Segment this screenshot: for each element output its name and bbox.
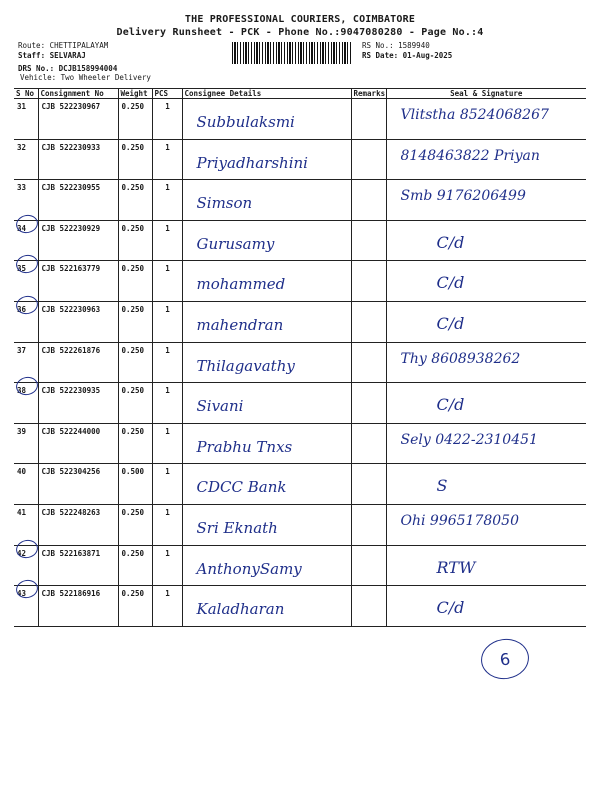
consignment-no-cell-text: CJB 522244000 <box>41 426 101 436</box>
handwritten-signature: Ohi 9965178050 <box>400 512 519 529</box>
consignee-cell <box>182 383 351 424</box>
col-sno: S No <box>14 89 38 99</box>
handwritten-signature: Sely 0422-2310451 <box>400 431 538 448</box>
signature-cell <box>386 504 586 545</box>
consignment-no-cell-text: CJB 522230963 <box>41 304 101 314</box>
sno-cell-text: 35 <box>17 264 27 274</box>
signature-cell <box>386 99 586 140</box>
consignee-cell <box>182 220 351 261</box>
table-row <box>14 383 586 424</box>
remarks-cell <box>351 301 386 342</box>
consignment-no-cell-text: CJB 522230955 <box>41 183 101 193</box>
consignee-cell <box>182 261 351 302</box>
sno-cell-text: 43 <box>17 589 27 599</box>
consignee-cell <box>182 464 351 505</box>
consignment-no-cell-text: CJB 522230967 <box>41 102 101 111</box>
signature-cell <box>386 342 586 383</box>
consignee-cell <box>182 504 351 545</box>
consignee-cell <box>182 99 351 140</box>
handwritten-signature: C/d <box>436 313 465 333</box>
col-remarks: Remarks <box>351 89 386 99</box>
col-pcs: PCS <box>152 89 182 99</box>
pcs-cell <box>152 423 182 464</box>
remarks-cell <box>351 139 386 180</box>
consignment-no-cell <box>38 383 118 424</box>
handwritten-signature: C/d <box>436 395 465 415</box>
sno-cell-text: 40 <box>17 467 27 477</box>
signature-cell <box>386 586 586 627</box>
signature-cell <box>386 301 586 342</box>
rs-no-label: RS No.: 1589940 <box>362 41 430 50</box>
remarks-cell <box>351 545 386 586</box>
runsheet-table <box>14 88 586 627</box>
handwritten-signature: C/d <box>436 232 465 252</box>
consignment-no-cell-text: CJB 522186916 <box>41 589 101 599</box>
staff-label: Staff: SELVARAJ <box>18 51 86 60</box>
right-info <box>362 41 452 61</box>
consignee-cell <box>182 342 351 383</box>
weight-cell <box>118 99 152 140</box>
pcs-cell-text: 1 <box>165 589 170 599</box>
sno-cell-text: 33 <box>17 183 27 193</box>
weight-cell-text: 0.250 <box>121 142 145 152</box>
remarks-cell <box>351 180 386 221</box>
weight-cell-text: 0.250 <box>121 183 145 193</box>
consignment-no-cell <box>38 342 118 383</box>
pcs-cell-text: 1 <box>165 304 170 314</box>
handwritten-consignee-name: Sivani <box>196 397 244 416</box>
pcs-cell-text: 1 <box>165 183 170 193</box>
consignee-cell <box>182 545 351 586</box>
left-info <box>18 41 117 74</box>
table-row <box>14 504 586 545</box>
weight-cell-text: 0.250 <box>121 386 145 396</box>
signature-cell <box>386 220 586 261</box>
handwritten-consignee-name: mahendran <box>196 315 284 334</box>
weight-cell-text: 0.250 <box>121 223 145 233</box>
weight-cell-text: 0.250 <box>121 102 145 111</box>
drs-label: DRS No.: DCJB158994004 <box>18 64 118 73</box>
handwritten-consignee-name: Prabhu Tnxs <box>196 437 293 456</box>
table-row <box>14 99 586 140</box>
handwritten-signature: S <box>436 476 448 496</box>
handwritten-consignee-name: Simson <box>196 194 253 213</box>
weight-cell <box>118 180 152 221</box>
sno-cell <box>14 383 38 424</box>
table-header-row <box>14 89 586 99</box>
handwritten-consignee-name: AnthonySamy <box>196 559 302 578</box>
weight-cell-text: 0.250 <box>121 589 145 599</box>
table-row <box>14 342 586 383</box>
remarks-cell <box>351 423 386 464</box>
weight-cell-text: 0.250 <box>121 507 145 517</box>
remarks-cell <box>351 504 386 545</box>
pcs-cell-text: 1 <box>165 386 170 396</box>
handwritten-consignee-name: Kaladharan <box>196 600 285 619</box>
weight-cell <box>118 545 152 586</box>
pcs-cell-text: 1 <box>165 223 170 233</box>
weight-cell <box>118 504 152 545</box>
consignment-no-cell-text: CJB 522304256 <box>41 467 101 477</box>
consignment-no-cell <box>38 586 118 627</box>
pcs-cell-text: 1 <box>165 102 170 111</box>
remarks-cell <box>351 464 386 505</box>
sno-cell <box>14 301 38 342</box>
sno-cell-text: 41 <box>17 507 27 517</box>
consignment-no-cell <box>38 423 118 464</box>
consignee-cell <box>182 180 351 221</box>
vehicle-label: Vehicle: Two Wheeler Delivery <box>20 73 151 82</box>
remarks-cell <box>351 342 386 383</box>
col-signature: Seal & Signature <box>386 89 586 99</box>
route-label: Route: CHETTIPALAYAM <box>18 41 109 50</box>
sno-cell-text: 38 <box>17 386 27 396</box>
pcs-cell-text: 1 <box>165 142 170 152</box>
pcs-cell-text: 1 <box>165 507 170 517</box>
table-row <box>14 545 586 586</box>
col-weight: Weight <box>118 89 152 99</box>
pcs-cell-text: 1 <box>165 264 170 274</box>
consignment-no-cell-text: CJB 522163871 <box>41 548 101 558</box>
handwritten-consignee-name: Sri Eknath <box>196 518 278 537</box>
sno-cell-text: 39 <box>17 426 27 436</box>
sno-cell <box>14 99 38 140</box>
sno-cell <box>14 423 38 464</box>
consignee-cell <box>182 586 351 627</box>
rs-date-label: RS Date: 01-Aug-2025 <box>362 51 453 60</box>
consignee-cell <box>182 301 351 342</box>
consignment-no-cell-text: CJB 522248263 <box>41 507 101 517</box>
handwritten-signature: C/d <box>436 598 465 618</box>
barcode-image <box>232 42 352 64</box>
consignment-no-cell <box>38 220 118 261</box>
pcs-cell <box>152 180 182 221</box>
weight-cell-text: 0.250 <box>121 426 145 436</box>
consignment-no-cell <box>38 261 118 302</box>
consignment-no-cell-text: CJB 522261876 <box>41 345 101 355</box>
pcs-cell <box>152 261 182 302</box>
pcs-cell <box>152 342 182 383</box>
weight-cell <box>118 301 152 342</box>
sno-cell-text: 36 <box>17 304 27 314</box>
page-number-mark: 6 <box>478 636 531 682</box>
table-row <box>14 261 586 302</box>
pcs-cell-text: 1 <box>165 548 170 558</box>
table-row <box>14 180 586 221</box>
signature-cell <box>386 383 586 424</box>
handwritten-consignee-name: Subbulaksmi <box>196 113 295 131</box>
handwritten-consignee-name: Thilagavathy <box>196 356 295 375</box>
signature-cell <box>386 180 586 221</box>
remarks-cell <box>351 261 386 302</box>
weight-cell-text: 0.250 <box>121 304 145 314</box>
handwritten-consignee-name: mohammed <box>196 275 286 294</box>
sno-cell-text: 42 <box>17 548 27 558</box>
pcs-cell <box>152 464 182 505</box>
signature-cell <box>386 545 586 586</box>
pcs-cell-text: 1 <box>165 426 170 436</box>
handwritten-consignee-name: Priyadharshini <box>196 153 308 172</box>
signature-cell <box>386 261 586 302</box>
table-row <box>14 423 586 464</box>
pcs-cell <box>152 586 182 627</box>
handwritten-signature: C/d <box>436 273 465 293</box>
sno-cell-text: 37 <box>17 345 27 355</box>
pcs-cell <box>152 383 182 424</box>
signature-cell <box>386 464 586 505</box>
handwritten-signature: RTW <box>436 557 476 577</box>
col-consignee: Consignee Details <box>182 89 351 99</box>
weight-cell <box>118 383 152 424</box>
sheet-title: Delivery Runsheet - PCK - Phone No.:9047080280 - Page No.:4 <box>116 27 484 38</box>
signature-cell <box>386 139 586 180</box>
sno-cell-text: 32 <box>17 142 27 152</box>
consignee-cell <box>182 139 351 180</box>
table-row <box>14 139 586 180</box>
pcs-cell <box>152 545 182 586</box>
consignment-no-cell <box>38 464 118 505</box>
consignment-no-cell <box>38 99 118 140</box>
weight-cell <box>118 423 152 464</box>
weight-cell-text: 0.250 <box>121 548 145 558</box>
sno-cell <box>14 139 38 180</box>
handwritten-signature: Vlitstha 8524068267 <box>400 107 549 123</box>
consignment-no-cell <box>38 545 118 586</box>
consignment-no-cell <box>38 301 118 342</box>
weight-cell <box>118 464 152 505</box>
consignment-no-cell <box>38 139 118 180</box>
pcs-cell <box>152 301 182 342</box>
consignment-no-cell-text: CJB 522230929 <box>41 223 101 233</box>
remarks-cell <box>351 586 386 627</box>
weight-cell-text: 0.250 <box>121 345 145 355</box>
weight-cell-text: 0.500 <box>121 467 145 477</box>
sno-cell-text: 31 <box>17 102 27 111</box>
remarks-cell <box>351 220 386 261</box>
weight-cell-text: 0.250 <box>121 264 145 274</box>
consignment-no-cell-text: CJB 522230935 <box>41 386 101 396</box>
company-title: THE PROFESSIONAL COURIERS, COIMBATORE <box>184 14 416 25</box>
consignment-no-cell <box>38 180 118 221</box>
weight-cell <box>118 586 152 627</box>
pcs-cell <box>152 220 182 261</box>
consignee-cell <box>182 423 351 464</box>
sno-cell <box>14 586 38 627</box>
handwritten-signature: Thy 8608938262 <box>400 350 521 367</box>
weight-cell <box>118 342 152 383</box>
consignment-no-cell-text: CJB 522163779 <box>41 264 101 274</box>
table-row <box>14 301 586 342</box>
weight-cell <box>118 139 152 180</box>
weight-cell <box>118 220 152 261</box>
table-row <box>14 586 586 627</box>
handwritten-consignee-name: CDCC Bank <box>196 478 287 497</box>
signature-cell <box>386 423 586 464</box>
pcs-cell <box>152 99 182 140</box>
handwritten-signature: Smb 9176206499 <box>400 188 526 205</box>
col-consignment: Consignment No <box>38 89 118 99</box>
consignment-no-cell-text: CJB 522230933 <box>41 142 101 152</box>
table-row <box>14 464 586 505</box>
handwritten-signature: 8148463822 Priyan <box>400 147 540 164</box>
handwritten-consignee-name: Gurusamy <box>196 234 275 253</box>
pcs-cell <box>152 504 182 545</box>
weight-cell <box>118 261 152 302</box>
sno-cell-text: 34 <box>17 223 27 233</box>
remarks-cell <box>351 383 386 424</box>
sno-cell <box>14 464 38 505</box>
consignment-no-cell <box>38 504 118 545</box>
pcs-cell-text: 1 <box>165 467 170 477</box>
pcs-cell <box>152 139 182 180</box>
table-row <box>14 220 586 261</box>
pcs-cell-text: 1 <box>165 345 170 355</box>
remarks-cell <box>351 99 386 140</box>
